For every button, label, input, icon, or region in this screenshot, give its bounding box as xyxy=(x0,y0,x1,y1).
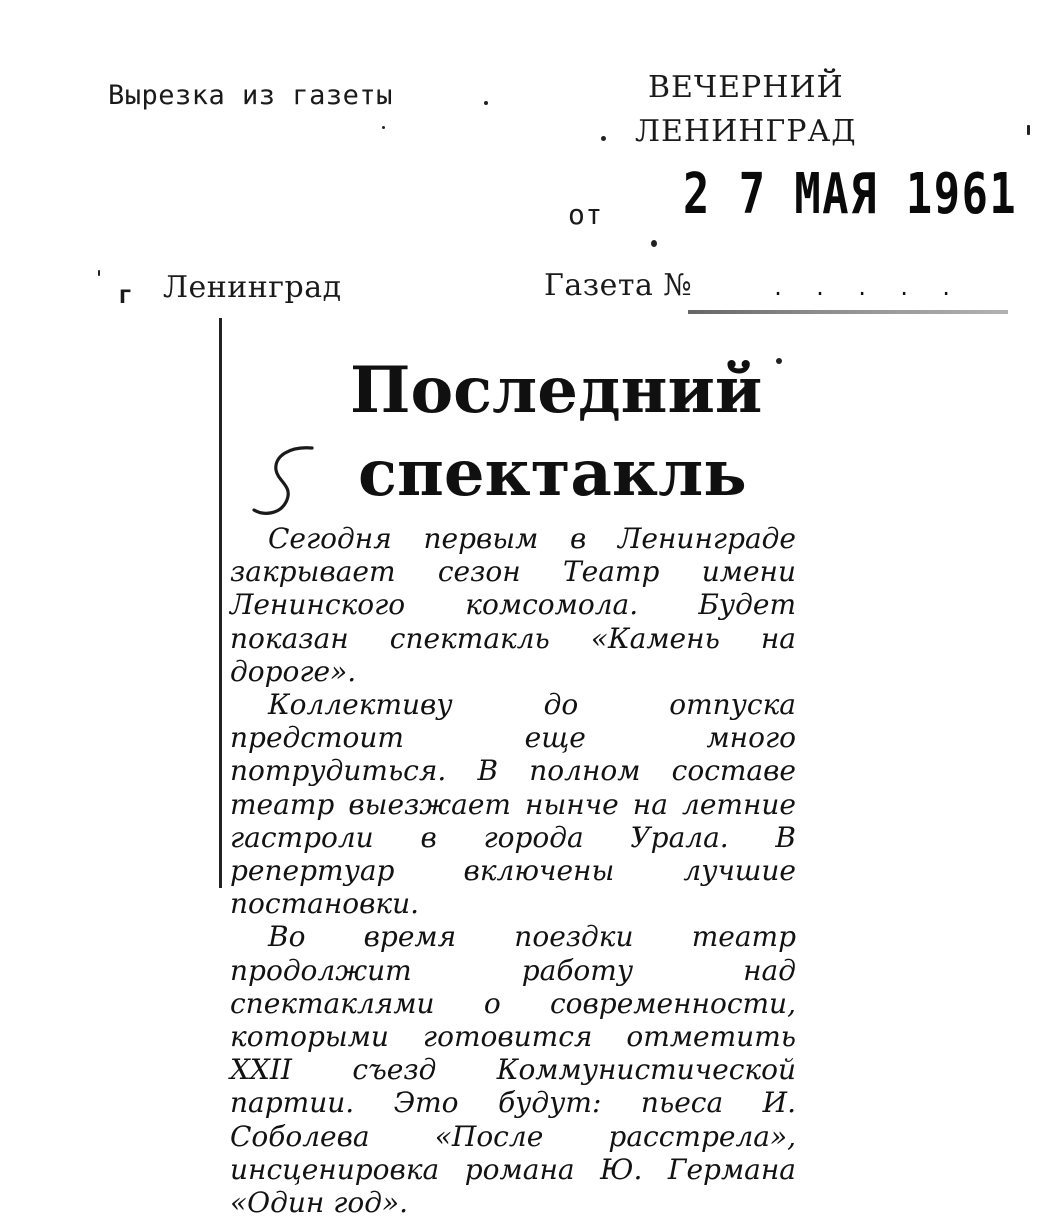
number-dots: ..... xyxy=(772,276,983,300)
print-speck xyxy=(651,240,657,247)
article-paragraph: Сегодня первым в Ленинграде закрывает сезон Театр имени Ленинского комсомола. Будет показан спектакль «Камень на дороге». xyxy=(230,522,796,688)
print-speck xyxy=(1027,125,1030,135)
gazette-number-label: Газета № xyxy=(544,268,693,303)
column-rule xyxy=(219,318,222,888)
newspaper-name-line2: ЛЕНИНГРАД xyxy=(635,114,857,149)
city-prefix: г xyxy=(118,280,134,309)
article-title-line1: Последний xyxy=(350,353,763,428)
newspaper-name-line1: ВЕЧЕРНИЙ xyxy=(648,70,844,105)
print-speck xyxy=(382,126,385,129)
article-body xyxy=(230,522,796,1219)
print-speck xyxy=(98,270,100,276)
city-name: Ленинград xyxy=(163,270,342,305)
date-stamp: 2 7 МАЯ 1961 xyxy=(683,162,1018,227)
number-underline xyxy=(688,310,1008,314)
handwritten-mark-icon xyxy=(250,440,340,530)
clip-from-label: Вырезка из газеты xyxy=(108,80,393,111)
article-paragraph: Коллективу до отпуска предстоит еще много потрудиться. В полном составе театр выезжает нынче на летние гастроли в города Урала. В репертуар включены лучшие постановки. xyxy=(230,688,796,921)
print-speck xyxy=(484,101,488,105)
article-title-line2: спектакль xyxy=(358,436,747,511)
article-paragraph: Во время поездки театр продолжит работу над спектаклями о современности, которыми готовится отметить XXII съезд Коммунистической партии. Это будут: пьеса И. Соболева «После расстрела», инсценировка романа Ю. Германа «Один год». xyxy=(230,920,796,1220)
print-speck xyxy=(601,136,606,141)
date-from-label: от xyxy=(568,198,603,231)
print-speck xyxy=(776,358,782,364)
